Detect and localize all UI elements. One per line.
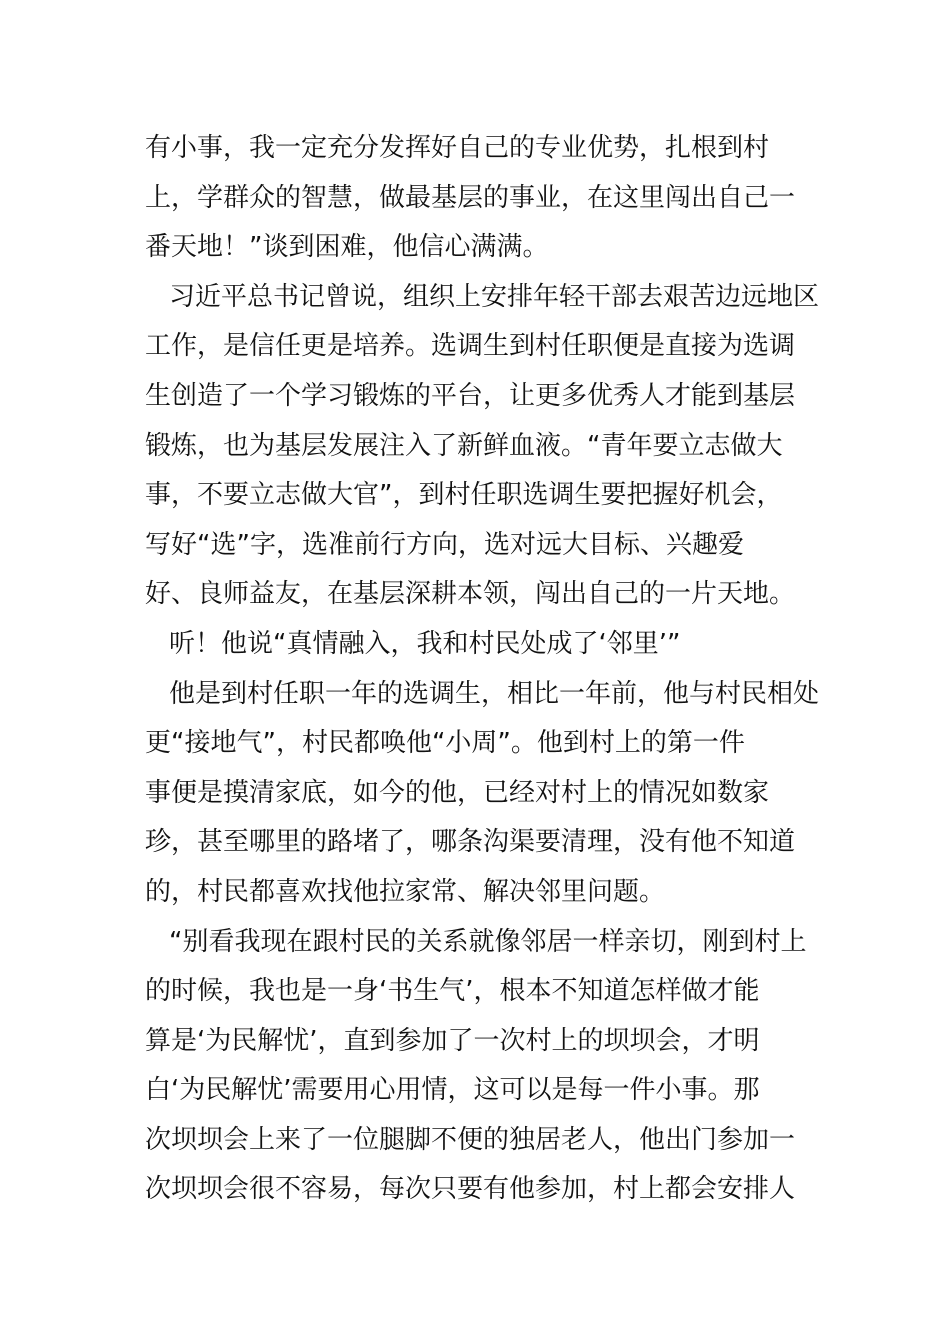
- text-line: 写好“选”字，选准前行方向，选对远大目标、兴趣爱: [145, 529, 744, 560]
- text-line: 锻炼，也为基层发展注入了新鲜血液。“青年要立志做大: [145, 430, 783, 461]
- paragraph-start-line: 他是到村任职一年的选调生，相比一年前，他与村民相处: [169, 678, 820, 709]
- text-line: 更“接地气”，村民都唤他“小周”。他到村上的第一件: [145, 728, 745, 759]
- text-line: 事便是摸清家底，如今的他，已经对村上的情况如数家: [145, 777, 770, 808]
- text-line: 次坝坝会很不容易，每次只要有他参加，村上都会安排人: [145, 1174, 796, 1205]
- article-body: [145, 124, 820, 1215]
- text-line: 生创造了一个学习锻炼的平台，让更多优秀人才能到基层: [145, 380, 796, 411]
- text-line: 次坝坝会上来了一位腿脚不便的独居老人，他出门参加一: [145, 1124, 796, 1155]
- text-line: 事，不要立志做大官”，到村任职选调生要把握好机会，: [145, 480, 783, 511]
- text-line: 的，村民都喜欢找他拉家常、解决邻里问题。: [145, 876, 666, 907]
- text-line: 番天地！”谈到困难，他信心满满。: [145, 232, 549, 263]
- text-line: 有小事，我一定充分发挥好自己的专业优势，扎根到村: [145, 133, 770, 163]
- text-line: 好、良师益友，在基层深耕本领，闯出自己的一片天地。: [145, 579, 796, 610]
- text-line: 珍，甚至哪里的路堵了，哪条沟渠要清理，没有他不知道: [145, 827, 796, 858]
- text-line: 算是‘为民解忧’，直到参加了一次村上的坝坝会，才明: [145, 1025, 760, 1056]
- text-line: 工作，是信任更是培养。选调生到村任职便是直接为选调: [145, 331, 796, 362]
- paragraph-start-line: “别看我现在跟村民的关系就像邻居一样亲切，刚到村上: [169, 926, 807, 957]
- text-line: 白‘为民解忧’需要用心用情，这可以是每一件小事。那: [145, 1075, 760, 1106]
- text-line: 上，学群众的智慧，做最基层的事业，在这里闯出自己一: [145, 182, 796, 213]
- paragraph-start-line: 习近平总书记曾说，组织上安排年轻干部去艰苦边远地区: [169, 281, 820, 312]
- text-line: 的时候，我也是一身‘书生气’，根本不知道怎样做才能: [145, 976, 760, 1007]
- section-heading: 听！他说“真情融入，我和村民处成了‘邻里’”: [169, 628, 681, 659]
